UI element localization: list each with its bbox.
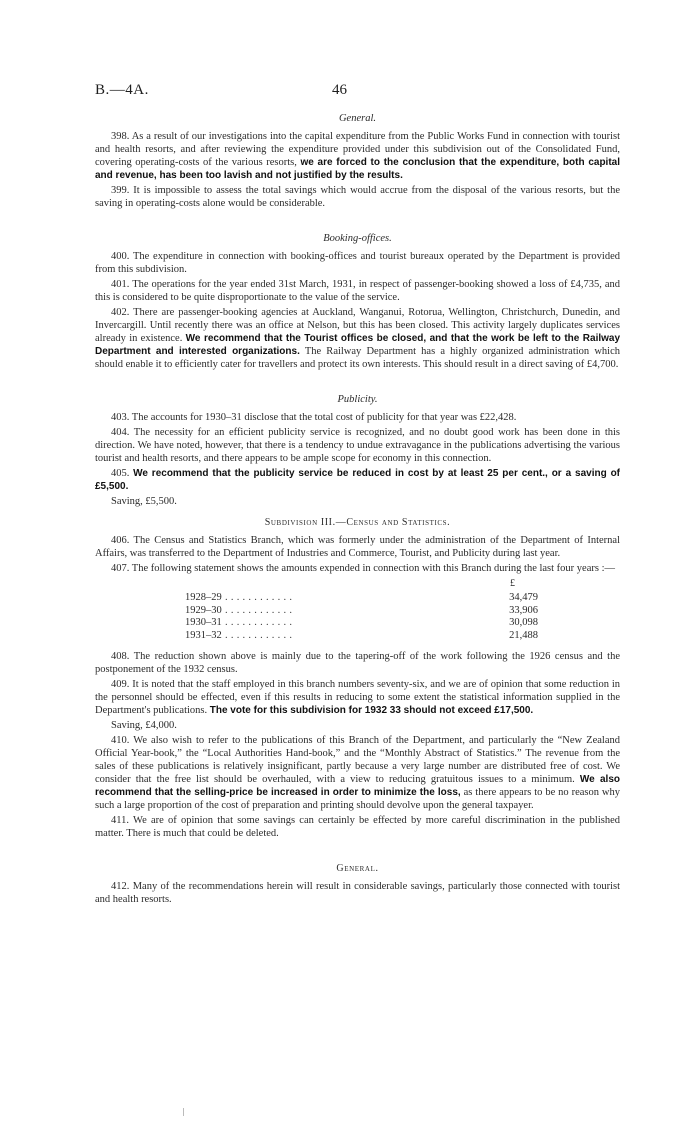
paragraph-409	[95, 678, 620, 717]
expenditure-statement-table	[185, 592, 538, 642]
paragraph-405-number: 405.	[111, 468, 130, 479]
section-heading-booking-offices: Booking-offices.	[323, 233, 392, 244]
page-edge-mark	[183, 1108, 184, 1116]
paragraph-401: 401. The operations for the year ended 31st March, 1931, in respect of passenger-booking showed a loss of £4,735, and this is considered to be quite disproportionate to the value of the service.	[95, 279, 620, 303]
paragraph-398	[95, 130, 620, 182]
paragraph-409-text: 409. It is noted that the staff employed in this branch numbers seventy-six, and we are of opinion that some reduction in the personnel should be effected, even if this results in reducing to some extent the statistical information supplied in the Department's publications.	[95, 679, 620, 716]
section-heading-general-closing: General.	[336, 863, 379, 874]
paragraph-398-emphasis: we are forced to the conclusion that the expenditure, both capital and revenue, has been too lavish and not justified by the results.	[95, 157, 620, 181]
paragraph-406: 406. The Census and Statistics Branch, which was formerly under the administration of the Department of Internal Affairs, was transferred to the Department of Industries and Commerce, Tourist, and Publicity during last year.	[95, 535, 620, 559]
paragraph-411: 411. We are of opinion that some savings can certainly be effected by more careful discrimination in the published matter. There is much that could be deleted.	[95, 815, 620, 839]
table-row	[185, 605, 538, 618]
document-reference-text: B.—4A.	[95, 82, 149, 98]
paragraph-410-text-end: as there appears to be no reason why such a large proportion of the cost of preparation and printing should devolve upon the general taxpayer.	[95, 787, 621, 811]
table-row	[185, 592, 538, 605]
paragraph-402-text-end: The Railway Department has a highly organized administration which should enable it to efficiently cater for travellers and protect its own interests. This should result in a direct saving of £4,700.	[95, 346, 620, 370]
statement-year: 1929–30	[185, 604, 222, 616]
document-reference	[95, 84, 149, 97]
statement-amount: 21,488	[509, 629, 538, 641]
leader-dots: . . . . . . . . . . . .	[225, 617, 293, 628]
paragraph-410-emphasis: We also recommend that the selling-price be increased in order to minimize the loss,	[95, 774, 621, 798]
paragraph-407: 407. The following statement shows the amounts expended in connection with this Branch during the last four years :—	[111, 563, 615, 574]
table-row	[185, 630, 538, 643]
paragraph-405	[95, 467, 620, 493]
leader-dots: . . . . . . . . . . . .	[225, 604, 293, 616]
saving-census: Saving, £4,000.	[111, 720, 177, 731]
statement-amount: 34,479	[509, 592, 538, 603]
statement-amount: 33,906	[509, 604, 538, 616]
paragraph-402-emphasis: We recommend that the Tourist offices be closed, and that the work be left to the Railway Department and interested organizations.	[95, 333, 621, 357]
paragraph-405-emphasis: We recommend that the publicity service be reduced in cost by at least 25 per cent., or a saving of £5,500.	[95, 468, 621, 492]
leader-dots: . . . . . . . . . . . .	[225, 629, 293, 641]
paragraph-410-text: 410. We also wish to refer to the publications of this Branch of the Department, and particularly the “New Zealand Official Year-book,” the “Local Authorities Hand-book,” and the “Monthly Abstract of Statistics.” The revenue from the sales of these publications is relatively insignificant, partly because a very large number are distributed free of cost. We consider that the free list should be overhauled, with a view to reducing gratuitous issues to a minimum.	[95, 735, 620, 785]
paragraph-408: 408. The reduction shown above is mainly due to the tapering-off of the work following the 1926 census and the postponement of the 1932 census.	[95, 651, 620, 675]
paragraph-404: 404. The necessity for an efficient publicity service is recognized, and no doubt good work has been done in this direction. We have noted, however, that there is a tendency to undue extravagance in the publications advertising the various tourist and health resorts, and there appears to be ample scope for economy in this connection.	[95, 427, 620, 464]
paragraph-409-emphasis: The vote for this subdivision for 1932 33 should not exceed £17,500.	[209, 705, 534, 716]
page-number-text: 46	[332, 82, 347, 98]
section-heading-publicity: Publicity.	[337, 394, 378, 405]
statement-amount: 30,098	[509, 617, 538, 628]
paragraph-400: 400. The expenditure in connection with booking-offices and tourist bureaux operated by the Department is provided from this subdivision.	[95, 251, 620, 275]
leader-dots: . . . . . . . . . . . .	[225, 592, 293, 603]
section-heading-general: General.	[338, 113, 377, 124]
table-row	[185, 617, 538, 630]
paragraph-398-text: 398. As a result of our investigations into the capital expenditure from the Public Works Fund in connection with tourist and health resorts, and after reviewing the expenditure provided under this subdivision out of the Consolidated Fund, covering operating-costs of the various resorts,	[95, 131, 620, 168]
statement-year: 1930–31	[185, 617, 222, 628]
paragraph-403: 403. The accounts for 1930–31 disclose that the total cost of publicity for that year was £22,428.	[111, 412, 517, 423]
paragraph-402	[95, 306, 620, 371]
statement-unit: £	[510, 578, 515, 589]
paragraph-402-text: 402. There are passenger-booking agencies at Auckland, Wanganui, Rotorua, Wellington, Christchurch, Dunedin, and Invercargill. Until recently there was an office at Nelson, but this has been closed. This activity largely duplicates services already in existence.	[95, 307, 620, 344]
saving-publicity: Saving, £5,500.	[111, 496, 177, 507]
statement-year: 1928–29	[185, 592, 222, 603]
section-heading-census-statistics: Subdivision III.—Census and Statistics.	[264, 517, 451, 528]
page-number	[332, 84, 347, 97]
page-body	[95, 112, 620, 908]
paragraph-399: 399. It is impossible to assess the total savings which would accrue from the disposal of the various resorts, but the saving in operating-costs alone would be considerable.	[95, 185, 620, 209]
paragraph-412: 412. Many of the recommendations herein will result in considerable savings, particularly those connected with tourist and health resorts.	[95, 881, 620, 905]
statement-year: 1931–32	[185, 629, 222, 641]
paragraph-410	[95, 734, 620, 812]
